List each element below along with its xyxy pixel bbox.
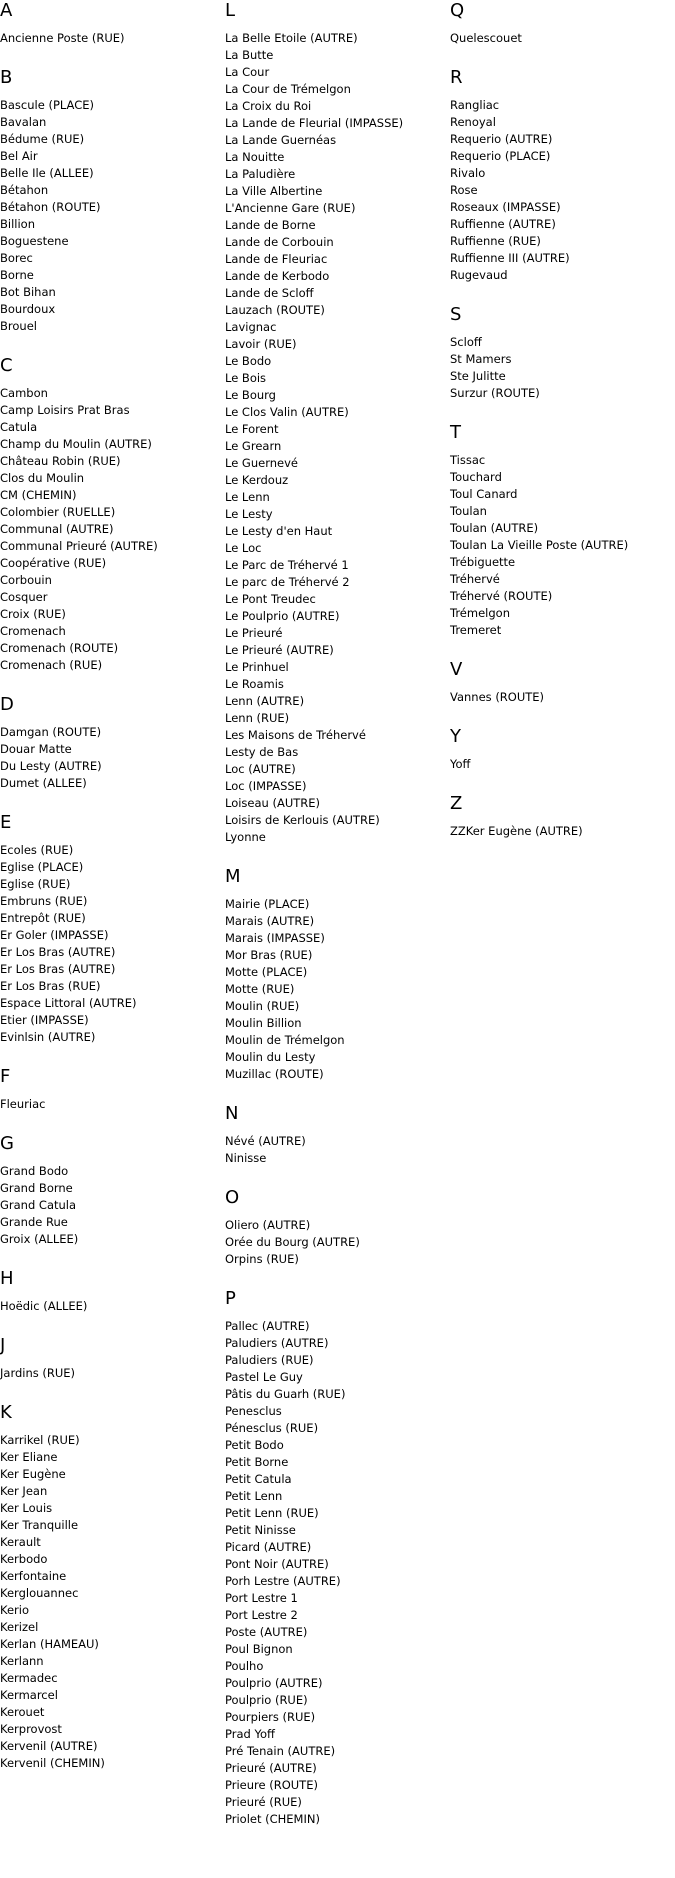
street-entry[interactable]: Communal Prieuré (AUTRE) xyxy=(0,539,158,553)
street-entry[interactable]: Le Loc xyxy=(225,541,262,555)
street-entry[interactable]: CM (CHEMIN) xyxy=(0,488,77,502)
street-entry[interactable]: Toulan (AUTRE) xyxy=(450,521,539,535)
street-entry[interactable]: Orée du Bourg (AUTRE) xyxy=(225,1235,360,1249)
street-entry[interactable]: Borne xyxy=(0,268,34,282)
letter-group xyxy=(0,67,220,335)
heading-spacer xyxy=(0,1290,220,1298)
street-entry[interactable]: Poulprio (RUE) xyxy=(225,1693,308,1707)
street-entry[interactable]: Poulprio (AUTRE) xyxy=(225,1676,323,1690)
street-entry[interactable]: Bédume (RUE) xyxy=(0,132,85,146)
street-list xyxy=(450,756,670,773)
section-letter-heading: J xyxy=(0,1335,6,1356)
street-entry[interactable]: Lande de Kerbodo xyxy=(225,269,330,283)
street-entry[interactable]: Colombier (RUELLE) xyxy=(0,505,116,519)
heading-spacer xyxy=(225,1209,445,1217)
street-entry[interactable]: Le Prinhuel xyxy=(225,660,289,674)
street-entry[interactable]: Kerglouannec xyxy=(0,1586,79,1600)
street-entry[interactable]: Brouel xyxy=(0,319,37,333)
street-entry[interactable]: Lauzach (ROUTE) xyxy=(225,303,325,317)
heading-spacer xyxy=(450,444,670,452)
street-entry[interactable]: Penesclus xyxy=(225,1404,282,1418)
street-entry[interactable]: Evinlsin (AUTRE) xyxy=(0,1030,96,1044)
street-list xyxy=(0,842,220,1046)
section-letter-heading: S xyxy=(450,304,462,325)
street-entry[interactable]: Prieuré (AUTRE) xyxy=(225,1761,317,1775)
street-entry[interactable]: Poste (AUTRE) xyxy=(225,1625,308,1639)
street-entry[interactable]: Clos du Moulin xyxy=(0,471,85,485)
street-entry[interactable]: Cromenach xyxy=(0,624,66,638)
street-entry[interactable]: Névé (AUTRE) xyxy=(225,1134,306,1148)
street-list xyxy=(450,689,670,706)
letter-group xyxy=(0,1133,220,1248)
street-entry[interactable]: Mor Bras (RUE) xyxy=(225,948,313,962)
street-entry[interactable]: Lande de Corbouin xyxy=(225,235,334,249)
street-entry[interactable]: La Croix du Roi xyxy=(225,99,312,113)
street-entry[interactable]: La Cour xyxy=(225,65,270,79)
section-letter-heading: L xyxy=(225,0,236,21)
street-list xyxy=(0,1365,220,1382)
street-list xyxy=(0,97,220,335)
section-letter-heading: C xyxy=(0,355,13,376)
street-entry[interactable]: Eglise (RUE) xyxy=(0,877,71,891)
street-entry[interactable]: Groix (ALLEE) xyxy=(0,1232,79,1246)
letter-group xyxy=(0,355,220,674)
street-entry[interactable]: Yoff xyxy=(450,757,471,771)
street-entry[interactable]: Jardins (RUE) xyxy=(0,1366,76,1380)
street-entry[interactable]: Corbouin xyxy=(0,573,52,587)
letter-group xyxy=(450,726,670,773)
letter-group xyxy=(450,0,670,47)
street-entry[interactable]: Etier (IMPASSE) xyxy=(0,1013,89,1027)
street-entry[interactable]: Bétahon (ROUTE) xyxy=(0,200,101,214)
street-entry[interactable]: Orpins (RUE) xyxy=(225,1252,299,1266)
heading-spacer xyxy=(0,1155,220,1163)
letter-group xyxy=(225,1288,445,1828)
street-entry[interactable]: Lyonne xyxy=(225,830,266,844)
street-entry[interactable]: Bascule (PLACE) xyxy=(0,98,95,112)
street-entry[interactable]: Le Clos Valin (AUTRE) xyxy=(225,405,349,419)
street-list xyxy=(450,97,670,284)
street-list xyxy=(450,823,670,840)
street-entry[interactable]: Le Grearn xyxy=(225,439,282,453)
street-entry[interactable]: Bel Air xyxy=(0,149,38,163)
street-entry[interactable]: Tréhervé xyxy=(450,572,500,586)
street-entry[interactable]: Grand Bodo xyxy=(0,1164,69,1178)
street-entry[interactable]: Billion xyxy=(0,217,35,231)
street-entry[interactable]: Pont Noir (AUTRE) xyxy=(225,1557,329,1571)
street-entry[interactable]: Pré Tenain (AUTRE) xyxy=(225,1744,336,1758)
street-entry[interactable]: Ninisse xyxy=(225,1151,267,1165)
section-letter-heading: O xyxy=(225,1187,240,1208)
street-entry[interactable]: Tremeret xyxy=(450,623,502,637)
heading-spacer xyxy=(225,1310,445,1318)
street-entry[interactable]: Damgan (ROUTE) xyxy=(0,725,102,739)
street-entry[interactable]: Communal (AUTRE) xyxy=(0,522,114,536)
street-entry[interactable]: Lesty de Bas xyxy=(225,745,299,759)
heading-spacer xyxy=(0,1424,220,1432)
street-entry[interactable]: Le Parc de Tréhervé 1 xyxy=(225,558,349,572)
street-entry[interactable]: Rangliac xyxy=(450,98,500,112)
street-entry[interactable]: Pastel Le Guy xyxy=(225,1370,303,1384)
street-list xyxy=(450,334,670,402)
section-letter-heading: V xyxy=(450,659,463,680)
street-entry[interactable]: Kerfontaine xyxy=(0,1569,67,1583)
heading-spacer xyxy=(0,1357,220,1365)
street-entry[interactable]: Les Maisons de Tréhervé xyxy=(225,728,366,742)
street-entry[interactable]: Embruns (RUE) xyxy=(0,894,88,908)
street-entry[interactable]: Pénesclus (RUE) xyxy=(225,1421,319,1435)
letter-group xyxy=(0,0,220,47)
heading-spacer xyxy=(450,22,670,30)
letter-group xyxy=(0,812,220,1046)
street-entry[interactable]: Ker Eugène xyxy=(0,1467,66,1481)
street-index-column-3 xyxy=(450,0,670,840)
street-entry[interactable]: Le Poulprio (AUTRE) xyxy=(225,609,340,623)
heading-spacer xyxy=(0,22,220,30)
letter-group xyxy=(0,694,220,792)
street-entry[interactable]: Grande Rue xyxy=(0,1215,68,1229)
street-entry[interactable]: Toulan La Vieille Poste (AUTRE) xyxy=(450,538,629,552)
street-entry[interactable]: Lenn (AUTRE) xyxy=(225,694,305,708)
street-entry[interactable]: Fleuriac xyxy=(0,1097,46,1111)
street-entry[interactable]: Le Roamis xyxy=(225,677,284,691)
street-entry[interactable]: Coopérative (RUE) xyxy=(0,556,107,570)
letter-group xyxy=(450,304,670,402)
street-entry[interactable]: Petit Ninisse xyxy=(225,1523,296,1537)
street-entry[interactable]: Lavoir (RUE) xyxy=(225,337,297,351)
letter-group xyxy=(225,1187,445,1268)
section-letter-heading: Y xyxy=(450,726,461,747)
street-entry[interactable]: Lande de Fleuriac xyxy=(225,252,328,266)
street-entry[interactable]: Er Los Bras (RUE) xyxy=(0,979,101,993)
street-entry[interactable]: Le parc de Tréhervé 2 xyxy=(225,575,350,589)
street-entry[interactable]: La Paludière xyxy=(225,167,296,181)
street-entry[interactable]: Port Lestre 2 xyxy=(225,1608,298,1622)
street-entry[interactable]: Camp Loisirs Prat Bras xyxy=(0,403,130,417)
street-entry[interactable]: Boguestene xyxy=(0,234,69,248)
section-letter-heading: M xyxy=(225,866,241,887)
street-entry[interactable]: Trémelgon xyxy=(450,606,510,620)
street-entry[interactable]: Kerprovost xyxy=(0,1722,62,1736)
street-entry[interactable]: Kerizel xyxy=(0,1620,39,1634)
street-entry[interactable]: Loc (IMPASSE) xyxy=(225,779,307,793)
street-entry[interactable]: Petit Lenn xyxy=(225,1489,283,1503)
street-entry[interactable]: Port Lestre 1 xyxy=(225,1591,298,1605)
street-entry[interactable]: Loc (AUTRE) xyxy=(225,762,296,776)
section-letter-heading: Q xyxy=(450,0,465,21)
street-entry[interactable]: Quelescouet xyxy=(450,31,522,45)
street-entry[interactable]: Grand Catula xyxy=(0,1198,77,1212)
heading-spacer xyxy=(450,681,670,689)
street-entry[interactable]: Le Lesty xyxy=(225,507,273,521)
street-entry[interactable]: Petit Lenn (RUE) xyxy=(225,1506,319,1520)
street-entry[interactable]: La Belle Etoile (AUTRE) xyxy=(225,31,358,45)
street-entry[interactable]: Le Forent xyxy=(225,422,279,436)
street-entry[interactable]: Belle Ile (ALLEE) xyxy=(0,166,94,180)
street-entry[interactable]: Entrepôt (RUE) xyxy=(0,911,86,925)
street-entry[interactable]: Kermadec xyxy=(0,1671,58,1685)
street-entry[interactable]: Petit Catula xyxy=(225,1472,292,1486)
street-entry[interactable]: Le Guernevé xyxy=(225,456,298,470)
street-entry[interactable]: Touchard xyxy=(450,470,502,484)
street-entry[interactable]: Pourpiers (RUE) xyxy=(225,1710,316,1724)
street-entry[interactable]: Requerio (PLACE) xyxy=(450,149,551,163)
street-entry[interactable]: Prad Yoff xyxy=(225,1727,275,1741)
street-entry[interactable]: Toul Canard xyxy=(450,487,518,501)
street-list xyxy=(0,30,220,47)
street-entry[interactable]: La Ville Albertine xyxy=(225,184,323,198)
street-list xyxy=(0,1096,220,1113)
street-entry[interactable]: Kerbodo xyxy=(0,1552,48,1566)
street-entry[interactable]: Espace Littoral (AUTRE) xyxy=(0,996,137,1010)
street-entry[interactable]: Marais (IMPASSE) xyxy=(225,931,325,945)
heading-spacer xyxy=(0,89,220,97)
street-entry[interactable]: La Lande Guernéas xyxy=(225,133,337,147)
street-entry[interactable]: Prieuré (RUE) xyxy=(225,1795,302,1809)
street-list xyxy=(450,452,670,639)
street-entry[interactable]: Du Lesty (AUTRE) xyxy=(0,759,102,773)
section-letter-heading: B xyxy=(0,67,13,88)
street-entry[interactable]: Bétahon xyxy=(0,183,49,197)
letter-group xyxy=(225,1103,445,1167)
street-entry[interactable]: Grand Borne xyxy=(0,1181,73,1195)
section-letter-heading: G xyxy=(0,1133,14,1154)
street-entry[interactable]: Loisirs de Kerlouis (AUTRE) xyxy=(225,813,380,827)
street-entry[interactable]: Kermarcel xyxy=(0,1688,58,1702)
street-entry[interactable]: Le Lesty d'en Haut xyxy=(225,524,333,538)
heading-spacer xyxy=(0,716,220,724)
street-entry[interactable]: Ker Tranquille xyxy=(0,1518,79,1532)
street-entry[interactable]: Catula xyxy=(0,420,38,434)
section-letter-heading: E xyxy=(0,812,12,833)
street-entry[interactable]: Motte (RUE) xyxy=(225,982,295,996)
street-entry[interactable]: St Mamers xyxy=(450,352,512,366)
street-list xyxy=(0,1298,220,1315)
street-entry[interactable]: Petit Borne xyxy=(225,1455,289,1469)
street-entry[interactable]: Loiseau (AUTRE) xyxy=(225,796,321,810)
letter-group xyxy=(450,67,670,284)
street-entry[interactable]: Rugevaud xyxy=(450,268,508,282)
street-entry[interactable]: Toulan xyxy=(450,504,487,518)
section-letter-heading: N xyxy=(225,1103,239,1124)
street-entry[interactable]: La Butte xyxy=(225,48,274,62)
street-entry[interactable]: Douar Matte xyxy=(0,742,72,756)
street-entry[interactable]: Mairie (PLACE) xyxy=(225,897,310,911)
street-entry[interactable]: Moulin de Trémelgon xyxy=(225,1033,345,1047)
street-entry[interactable]: La Lande de Fleurial (IMPASSE) xyxy=(225,116,404,130)
street-entry[interactable]: Bot Bihan xyxy=(0,285,56,299)
street-entry[interactable]: Pallec (AUTRE) xyxy=(225,1319,310,1333)
street-entry[interactable]: Scloff xyxy=(450,335,482,349)
street-entry[interactable]: Tissac xyxy=(450,453,486,467)
street-entry[interactable]: Kerault xyxy=(0,1535,41,1549)
street-entry[interactable]: Trébiguette xyxy=(450,555,516,569)
street-entry[interactable]: Ker Eliane xyxy=(0,1450,58,1464)
street-entry[interactable]: Champ du Moulin (AUTRE) xyxy=(0,437,152,451)
street-list xyxy=(225,30,445,846)
section-letter-heading: H xyxy=(0,1268,14,1289)
street-entry[interactable]: La Cour de Trémelgon xyxy=(225,82,351,96)
street-entry[interactable]: ZZKer Eugène (AUTRE) xyxy=(450,824,583,838)
street-entry[interactable]: Le Kerdouz xyxy=(225,473,289,487)
section-letter-heading: K xyxy=(0,1402,12,1423)
street-list xyxy=(0,724,220,792)
street-entry[interactable]: Borec xyxy=(0,251,33,265)
street-entry[interactable]: Kerio xyxy=(0,1603,30,1617)
street-entry[interactable]: Rose xyxy=(450,183,478,197)
street-entry[interactable]: Requerio (AUTRE) xyxy=(450,132,553,146)
letter-group xyxy=(225,866,445,1083)
street-entry[interactable]: Le Pont Treudec xyxy=(225,592,316,606)
street-entry[interactable]: Ker Louis xyxy=(0,1501,53,1515)
street-entry[interactable]: La Nouitte xyxy=(225,150,285,164)
section-letter-heading: R xyxy=(450,67,463,88)
section-letter-heading: F xyxy=(0,1066,11,1087)
street-entry[interactable]: Paludiers (AUTRE) xyxy=(225,1336,329,1350)
street-entry[interactable]: Moulin du Lesty xyxy=(225,1050,316,1064)
street-entry[interactable]: Poulho xyxy=(225,1659,264,1673)
street-entry[interactable]: Roseaux (IMPASSE) xyxy=(450,200,561,214)
section-letter-heading: P xyxy=(225,1288,236,1309)
street-entry[interactable]: Rivalo xyxy=(450,166,486,180)
street-entry[interactable]: Le Bodo xyxy=(225,354,272,368)
street-entry[interactable]: Motte (PLACE) xyxy=(225,965,308,979)
street-entry[interactable]: Moulin (RUE) xyxy=(225,999,300,1013)
letter-group xyxy=(0,1335,220,1382)
street-entry[interactable]: Kervenil (AUTRE) xyxy=(0,1739,98,1753)
street-list xyxy=(225,1318,445,1828)
heading-spacer xyxy=(450,326,670,334)
street-entry[interactable]: Le Bourg xyxy=(225,388,276,402)
street-entry[interactable]: Bourdoux xyxy=(0,302,56,316)
street-list xyxy=(225,1217,445,1268)
street-entry[interactable]: Ancienne Poste (RUE) xyxy=(0,31,125,45)
street-entry[interactable]: Lavignac xyxy=(225,320,277,334)
street-entry[interactable]: Cosquer xyxy=(0,590,48,604)
street-entry[interactable]: Bavalan xyxy=(0,115,47,129)
street-entry[interactable]: Er Los Bras (AUTRE) xyxy=(0,962,116,976)
street-entry[interactable]: Tréhervé (ROUTE) xyxy=(450,589,553,603)
street-entry[interactable]: Oliero (AUTRE) xyxy=(225,1218,311,1232)
heading-spacer xyxy=(225,888,445,896)
street-entry[interactable]: Le Lenn xyxy=(225,490,270,504)
street-entry[interactable]: Le Bois xyxy=(225,371,267,385)
street-entry[interactable]: Poul Bignon xyxy=(225,1642,293,1656)
street-entry[interactable]: Pâtis du Guarh (RUE) xyxy=(225,1387,346,1401)
street-entry[interactable]: Ecoles (RUE) xyxy=(0,843,74,857)
street-entry[interactable]: Picard (AUTRE) xyxy=(225,1540,312,1554)
street-entry[interactable]: Renoyal xyxy=(450,115,496,129)
heading-spacer xyxy=(225,22,445,30)
street-entry[interactable]: Cambon xyxy=(0,386,48,400)
street-entry[interactable]: Lande de Scloff xyxy=(225,286,314,300)
heading-spacer xyxy=(450,748,670,756)
street-entry[interactable]: Moulin Billion xyxy=(225,1016,302,1030)
street-list xyxy=(450,30,670,47)
letter-group xyxy=(450,422,670,639)
street-entry[interactable]: Lande de Borne xyxy=(225,218,316,232)
street-entry[interactable]: Lenn (RUE) xyxy=(225,711,290,725)
street-list xyxy=(225,1133,445,1167)
street-entry[interactable]: Surzur (ROUTE) xyxy=(450,386,540,400)
street-entry[interactable]: Kerlan (HAMEAU) xyxy=(0,1637,99,1651)
street-index-column-1 xyxy=(0,0,220,1772)
street-entry[interactable]: Croix (RUE) xyxy=(0,607,66,621)
street-entry[interactable]: Dumet (ALLEE) xyxy=(0,776,87,790)
street-entry[interactable]: Ruffienne (RUE) xyxy=(450,234,541,248)
street-entry[interactable]: Ker Jean xyxy=(0,1484,48,1498)
street-entry[interactable]: Karrikel (RUE) xyxy=(0,1433,80,1447)
street-entry[interactable]: Vannes (ROUTE) xyxy=(450,690,545,704)
letter-group xyxy=(450,793,670,840)
street-entry[interactable]: Cromenach (RUE) xyxy=(0,658,103,672)
heading-spacer xyxy=(450,89,670,97)
street-entry[interactable]: Le Prieuré xyxy=(225,626,283,640)
street-entry[interactable]: Paludiers (RUE) xyxy=(225,1353,314,1367)
heading-spacer xyxy=(0,1088,220,1096)
street-entry[interactable]: Muzillac (ROUTE) xyxy=(225,1067,324,1081)
street-entry[interactable]: L'Ancienne Gare (RUE) xyxy=(225,201,356,215)
street-entry[interactable]: Er Los Bras (AUTRE) xyxy=(0,945,116,959)
heading-spacer xyxy=(0,377,220,385)
street-entry[interactable]: Kerlann xyxy=(0,1654,44,1668)
letter-group xyxy=(225,0,445,846)
heading-spacer xyxy=(450,815,670,823)
street-entry[interactable]: Er Goler (IMPASSE) xyxy=(0,928,109,942)
street-entry[interactable]: Cromenach (ROUTE) xyxy=(0,641,119,655)
street-entry[interactable]: Ruffienne (AUTRE) xyxy=(450,217,556,231)
street-entry[interactable]: Le Prieuré (AUTRE) xyxy=(225,643,334,657)
letter-group xyxy=(0,1268,220,1315)
street-entry[interactable]: Priolet (CHEMIN) xyxy=(225,1812,320,1826)
section-letter-heading: D xyxy=(0,694,14,715)
street-entry[interactable]: Petit Bodo xyxy=(225,1438,284,1452)
street-entry[interactable]: Ste Julitte xyxy=(450,369,506,383)
section-letter-heading: A xyxy=(0,0,13,21)
section-letter-heading: Z xyxy=(450,793,463,814)
street-list xyxy=(0,1163,220,1248)
street-list xyxy=(0,1432,220,1772)
street-entry[interactable]: Ruffienne III (AUTRE) xyxy=(450,251,570,265)
street-index-column-2 xyxy=(225,0,445,1828)
letter-group xyxy=(450,659,670,706)
heading-spacer xyxy=(225,1125,445,1133)
street-entry[interactable]: Château Robin (RUE) xyxy=(0,454,121,468)
street-entry[interactable]: Eglise (PLACE) xyxy=(0,860,84,874)
letter-group xyxy=(0,1402,220,1772)
letter-group xyxy=(0,1066,220,1113)
street-entry[interactable]: Kerouet xyxy=(0,1705,45,1719)
street-entry[interactable]: Hoëdic (ALLEE) xyxy=(0,1299,88,1313)
street-entry[interactable]: Porh Lestre (AUTRE) xyxy=(225,1574,341,1588)
street-list xyxy=(0,385,220,674)
street-entry[interactable]: Marais (AUTRE) xyxy=(225,914,315,928)
section-letter-heading: T xyxy=(450,422,461,443)
street-list xyxy=(225,896,445,1083)
street-entry[interactable]: Kervenil (CHEMIN) xyxy=(0,1756,105,1770)
street-entry[interactable]: Prieure (ROUTE) xyxy=(225,1778,318,1792)
heading-spacer xyxy=(0,834,220,842)
